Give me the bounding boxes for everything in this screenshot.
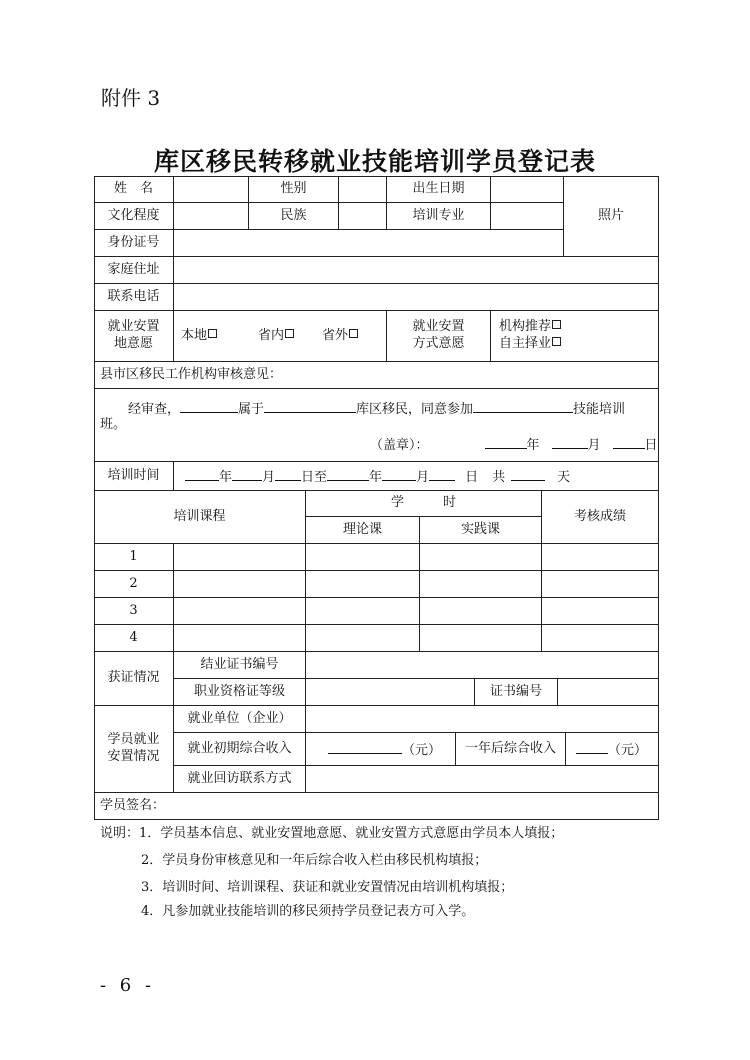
header-theory: 理论课 [342,522,382,537]
label-gender: 性别 [280,181,307,196]
course-row-number: 3 [129,603,138,618]
label-birth-date: 出生日期 [412,181,465,196]
note-1: 说明：1．学员基本信息、就业安置地意愿、就业安置方式意愿由学员本人填报； [100,826,564,841]
review-statement-end: 班。 [100,417,127,432]
label-employer: 就业单位（企业） [187,711,292,726]
checkbox-local[interactable] [208,329,217,338]
label-method-intent-1: 就业安置 [412,319,465,334]
training-time-range: 年 月 日至 年 月 日 共 天 [185,468,570,486]
header-training-course: 培训课程 [173,509,226,524]
income-after-year-field[interactable]: （元） [576,741,647,759]
label-employment-1: 学员就业 [107,732,160,747]
label-completion-cert-no: 结业证书编号 [200,657,279,672]
label-initial-income: 就业初期综合收入 [187,741,292,756]
label-ethnicity: 民族 [280,208,307,223]
initial-income-field[interactable]: （元） [328,741,441,759]
option-agency-recommend[interactable]: 机构推荐 [499,319,561,335]
review-heading: 县市区移民工作机构审核意见： [100,367,283,382]
label-employment-2: 安置情况 [107,749,160,764]
attachment-label: 附件 3 [101,86,161,110]
option-out-province[interactable]: 省外 [322,328,358,344]
page-number: - 6 - [100,975,156,996]
course-row-number: 1 [129,549,138,564]
label-home-address: 家庭住址 [107,262,160,277]
option-self-select[interactable]: 自主择业 [499,336,561,352]
header-assessment: 考核成绩 [573,509,626,524]
note-3: 3．培训时间、培训课程、获证和就业安置情况由培训机构填报； [141,880,514,895]
label-income-after-year: 一年后综合收入 [464,741,556,756]
note-4: 4．凡参加就业技能培训的移民须持学员登记表方可入学。 [141,904,475,919]
header-hours: 学 时 [390,495,456,510]
label-signature: 学员签名： [100,798,166,813]
review-statement: 经审查， 属于 库区移民，同意参加 技能培训 [128,402,626,417]
label-name: 姓 名 [113,181,153,196]
checkbox-in-province[interactable] [285,329,294,338]
label-certificate: 获证情况 [107,670,160,685]
label-qualification-level: 职业资格证等级 [193,684,285,699]
option-local[interactable]: 本地 [181,328,217,344]
note-2: 2．学员身份审核意见和一年后综合收入栏由移民机构填报； [141,853,488,868]
label-training-major: 培训专业 [412,208,465,223]
course-row-number: 2 [129,576,138,591]
checkbox-agency-recommend[interactable] [552,320,561,329]
option-in-province[interactable]: 省内 [258,328,294,344]
form-title: 库区移民转移就业技能培训学员登记表 [153,147,596,176]
label-cert-no: 证书编号 [489,684,542,699]
review-seal-date: （盖章）： 年 月 日 [370,438,658,453]
label-photo: 照片 [597,208,624,223]
label-education: 文化程度 [107,208,160,223]
label-followup-contact: 就业回访联系方式 [187,771,292,786]
label-training-time: 培训时间 [107,468,160,483]
label-method-intent-2: 方式意愿 [412,336,465,351]
checkbox-self-select[interactable] [552,337,561,346]
label-location-intent-1: 就业安置 [107,319,160,334]
label-phone: 联系电话 [107,289,160,304]
checkbox-out-province[interactable] [349,329,358,338]
header-practice: 实践课 [460,522,500,537]
label-location-intent-2: 地意愿 [113,336,153,351]
label-id-number: 身份证号 [107,235,160,250]
course-row-number: 4 [129,630,138,645]
